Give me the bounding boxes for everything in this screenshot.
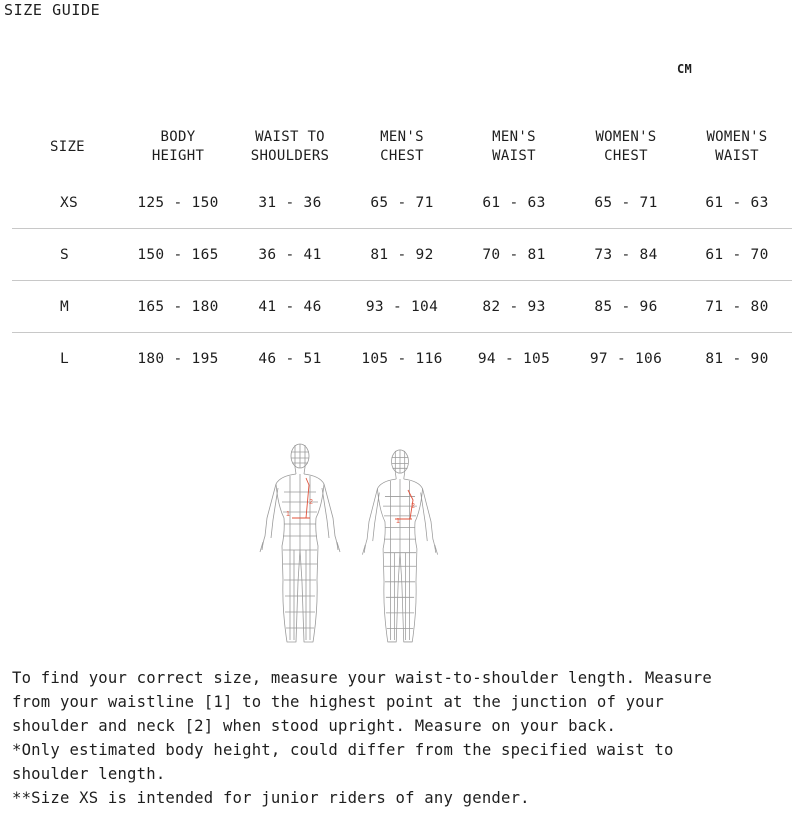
measure-instructions: To find your correct size, measure your waist-to-shoulder length. Measure from your waistline [1] to the highest point at the junction of your shoulder and neck [2] when stood upright. Measure on your back. xyxy=(12,669,712,735)
marker-2-label: 2 xyxy=(411,503,415,510)
table-row xyxy=(12,281,792,333)
size-notes xyxy=(12,666,712,810)
table-cell: 125 - 150 xyxy=(137,194,219,211)
table-cell: 61 - 70 xyxy=(705,246,769,263)
mannequin-figure-male xyxy=(260,444,340,642)
table-cell: 150 - 165 xyxy=(137,246,219,263)
table-cell: 65 - 71 xyxy=(370,194,434,211)
table-cell: 31 - 36 xyxy=(258,194,322,211)
table-cell: 61 - 63 xyxy=(705,194,769,211)
header-body-height: BODY HEIGHT xyxy=(151,129,205,164)
table-cell: 94 - 105 xyxy=(477,350,551,367)
table-cell: 97 - 106 xyxy=(589,350,663,367)
marker-2-label: 2 xyxy=(309,499,313,506)
table-cell: 165 - 180 xyxy=(137,298,219,315)
table-cell: 65 - 71 xyxy=(594,194,658,211)
size-cell: M xyxy=(60,298,70,315)
page-title: SIZE GUIDE xyxy=(4,1,101,19)
measurement-illustration xyxy=(250,440,455,650)
table-header-row xyxy=(12,117,792,177)
table-cell: 180 - 195 xyxy=(137,350,219,367)
size-cell: S xyxy=(60,246,70,263)
header-womens-waist: WOMEN'S WAIST xyxy=(706,129,768,164)
table-cell: 73 - 84 xyxy=(594,246,658,263)
height-note: *Only estimated body height, could differ from the specified waist to shoulder length. xyxy=(12,741,674,783)
marker-1-label: 1 xyxy=(286,511,290,518)
size-cell: XS xyxy=(60,194,79,211)
unit-label: CM xyxy=(677,62,693,76)
table-cell: 93 - 104 xyxy=(365,298,439,315)
size-table xyxy=(12,117,792,384)
table-cell: 36 - 41 xyxy=(258,246,322,263)
table-cell: 105 - 116 xyxy=(361,350,443,367)
header-size: SIZE xyxy=(50,138,85,155)
table-cell: 46 - 51 xyxy=(258,350,322,367)
xs-note: **Size XS is intended for junior riders of any gender. xyxy=(12,789,530,807)
size-cell: L xyxy=(60,350,70,367)
table-cell: 71 - 80 xyxy=(705,298,769,315)
table-cell: 81 - 90 xyxy=(705,350,769,367)
table-row xyxy=(12,177,792,229)
marker-1-label: 1 xyxy=(396,518,400,525)
table-cell: 82 - 93 xyxy=(482,298,546,315)
table-row xyxy=(12,333,792,385)
table-cell: 70 - 81 xyxy=(482,246,546,263)
body-figures-graphic xyxy=(250,440,455,650)
header-mens-waist: MEN'S WAIST xyxy=(492,129,536,164)
table-cell: 61 - 63 xyxy=(482,194,546,211)
header-womens-chest: WOMEN'S CHEST xyxy=(595,129,657,164)
table-row xyxy=(12,229,792,281)
table-cell: 41 - 46 xyxy=(258,298,322,315)
header-mens-chest: MEN'S CHEST xyxy=(380,129,424,164)
table-cell: 81 - 92 xyxy=(370,246,434,263)
header-waist-to-shoulders: WAIST TO SHOULDERS xyxy=(250,129,330,164)
table-cell: 85 - 96 xyxy=(594,298,658,315)
